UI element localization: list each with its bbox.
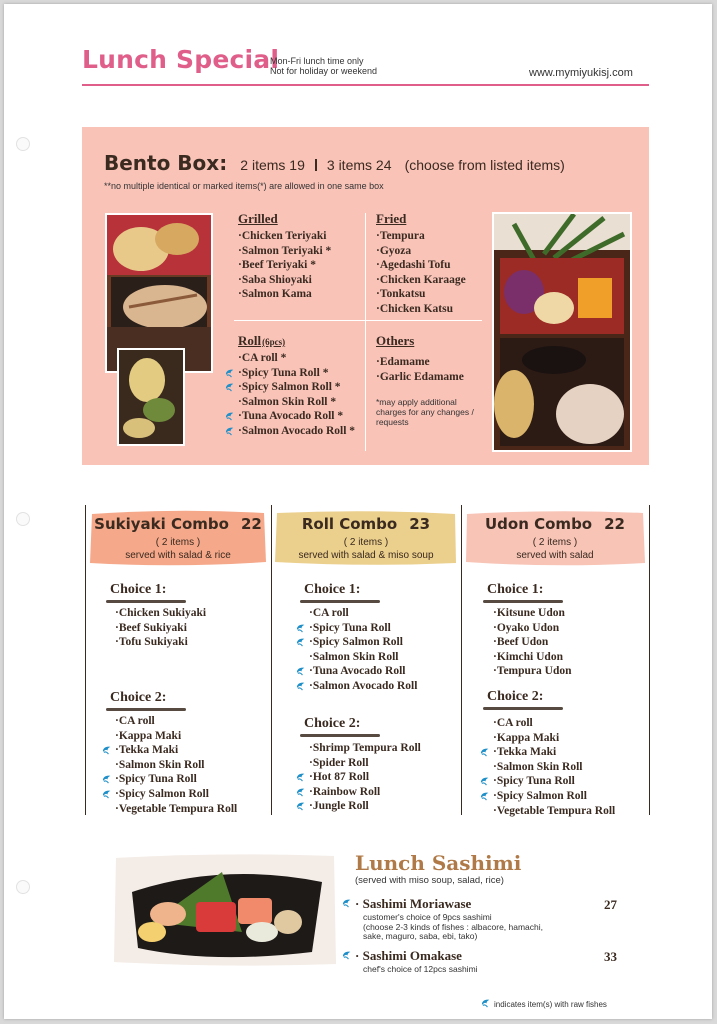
bento-choose-note: (choose from listed items) [404,157,565,173]
list-item: ·Salmon Skin Roll [493,760,583,773]
list-item: ·Tofu Sukiyaki [115,636,188,649]
item-text: Sashimi Moriawase [362,896,472,911]
sukiyaki-choice2-list [115,714,237,816]
list-item: ·Vegetable Tempura Roll [493,804,616,817]
list-item [309,785,421,800]
item-text: ·Spicy Tuna Roll * [238,366,329,379]
combo-price: 23 [409,515,431,533]
sashimi-item-price: 33 [604,949,617,964]
others-label: Others [376,333,415,348]
sashimi-item-desc [363,913,543,942]
combo-served-with: served with salad & miso soup [298,550,434,561]
list-item [115,787,237,802]
bento-header [104,151,565,175]
udon-choice1-list [493,606,572,679]
item-text: ·Jungle Roll [309,800,369,813]
raw-fish-icon [481,998,492,1009]
item-text: ·Tuna Avocado Roll * [238,410,344,423]
item-text: ·Tekka Maki [493,746,557,759]
sashimi-item-price: 27 [604,897,617,912]
list-item: ·CA roll [115,715,155,727]
raw-fish-icon [102,745,113,756]
raw-fish-icon [296,637,307,648]
sukiyaki-combo-banner [88,508,268,568]
sashimi-item-name: · Sashimi Omakase [355,948,462,963]
raw-fish-legend: indicates item(s) with raw fishes [494,1000,607,1009]
list-item: ·Oyako Udon [493,621,560,634]
item-text: ·Spicy Salmon Roll [493,789,587,802]
list-item: ·Kitsune Udon [493,607,565,619]
item-text: ·Spicy Salmon Roll * [238,381,341,394]
grilled-label: Grilled [238,211,278,226]
combo-price: 22 [240,515,262,533]
list-item: ·Chicken Karaage [376,273,466,286]
bento-photo-small [117,348,185,446]
lunch-hours-note [270,56,377,76]
combo-divider [649,505,650,815]
combo-name: Sukiyaki Combo [94,515,229,533]
list-item [115,743,237,758]
bento-title: Bento Box: [104,151,228,175]
subtitle-line1: Mon-Fri lunch time only [270,56,364,66]
list-item: ·Beef Teriyaki * [238,259,316,272]
raw-fish-icon [102,774,113,785]
list-item: ·Tempura [376,230,425,242]
list-item [309,621,417,636]
udon-combo-banner [464,508,646,568]
binder-hole [16,137,30,151]
list-item: ·CA roll * [238,352,287,364]
grilled-list [238,229,331,302]
desc-line: (choose 2-3 kinds of fishes : albacore, hamachi, [363,921,544,932]
raw-fish-icon [225,426,236,437]
list-item: ·Tonkatsu [376,288,426,301]
raw-fish-icon [225,382,236,393]
list-item: ·Chicken Teriyaki [238,230,327,242]
raw-fish-icon [342,898,353,909]
combo-price: 22 [604,515,625,533]
raw-fish-icon [296,772,307,783]
item-text: ·Spicy Salmon Roll [309,636,403,649]
combo-name: Udon Combo [485,515,593,533]
list-item: ·Kappa Maki [493,731,560,744]
raw-fish-icon [296,666,307,677]
list-item: ·Kappa Maki [115,729,182,742]
list-item: ·Salmon Skin Roll [309,650,399,663]
sashimi-title: Lunch Sashimi [355,851,522,875]
list-item [238,380,355,395]
list-item: ·Saba Shioyaki [238,273,312,286]
combo-divider [85,505,86,815]
list-item: ·Salmon Kama [238,288,312,301]
raw-fish-icon [225,411,236,422]
list-item: ·Kimchi Udon [493,650,563,663]
raw-fish-icon [480,776,491,787]
list-item: ·Gyoza [376,244,412,257]
combo-served-with: served with salad & rice [125,550,231,561]
choice-underline [483,600,563,603]
choice-underline [106,708,186,711]
list-item: ·Spider Roll [309,756,369,769]
item-text: ·Spicy Salmon Roll [115,787,209,800]
item-text: ·Tekka Maki [115,744,179,757]
list-item [309,679,417,694]
list-item [309,799,421,814]
udon-choice2-list [493,716,615,818]
choice1-label: Choice 1: [304,582,361,597]
desc-line: customer's choice of 9pcs sashimi [363,912,492,922]
desc-line: sake, maguro, saba, ebi, tako) [363,931,478,941]
bento-price-two: 2 items 19 [240,157,305,173]
binder-hole [16,512,30,526]
combo-served-with: served with salad [516,550,594,561]
item-text: ·Salmon Avocado Roll * [238,424,356,437]
list-item: ·Vegetable Tempura Roll [115,802,238,815]
list-item [493,745,615,760]
list-item [493,789,615,804]
choice2-label: Choice 2: [304,716,361,731]
choice1-label: Choice 1: [110,582,167,597]
bento-grid-hline [234,320,482,321]
website-link[interactable]: www.mymiyukisj.com [529,67,633,79]
others-list [376,355,464,384]
combo-item-count: ( 2 items ) [155,537,201,548]
list-item: ·Beef Sukiyaki [115,621,187,634]
subtitle-line2: Not for holiday or weekend [270,66,378,76]
page-title: Lunch Special [82,45,280,74]
combo-title [274,515,458,533]
combo-item-count: ( 2 items ) [532,537,578,548]
list-item: ·Chicken Sukiyaki [115,607,207,619]
item-text: ·Tuna Avocado Roll [309,665,406,678]
roll-choice2-list [309,741,421,814]
roll-label-text: Roll [238,333,262,348]
sashimi-photo [112,852,338,968]
choice2-label: Choice 2: [487,689,544,704]
combo-divider [461,505,462,815]
item-text: ·Spicy Tuna Roll [309,621,391,634]
raw-fish-icon [296,801,307,812]
list-item: ·Salmon Skin Roll [115,758,205,771]
bento-box-section [82,127,649,465]
combo-title [88,515,268,533]
choice1-label: Choice 1: [487,582,544,597]
roll-combo-banner [274,508,458,568]
list-item: ·Salmon Skin Roll * [238,395,337,408]
bento-grid-vline [365,213,366,451]
list-item: ·CA roll [309,607,349,619]
raw-fish-icon [102,789,113,800]
raw-fish-icon [225,368,236,379]
list-item: ·CA roll [493,717,533,729]
list-item: ·Tempura Udon [493,665,572,678]
list-item [309,770,421,785]
sashimi-subtitle: (served with miso soup, salad, rice) [355,875,504,886]
list-item: ·Shrimp Tempura Roll [309,742,421,754]
item-text: ·Rainbow Roll [309,785,381,798]
item-text: ·Salmon Avocado Roll [309,679,418,692]
price-separator [315,159,317,171]
roll-label [238,333,285,349]
roll-choice1-list [309,606,417,694]
combo-name: Roll Combo [301,515,398,533]
choice-underline [300,734,380,737]
additional-charges-note: *may apply additional charges for any changes / requests [376,397,474,427]
raw-fish-icon [296,623,307,634]
list-item [493,774,615,789]
header-divider [82,84,649,86]
list-item: ·Agedashi Tofu [376,259,451,272]
sukiyaki-choice1-list [115,606,206,650]
raw-fish-icon [296,681,307,692]
list-item: ·Chicken Katsu [376,302,454,315]
list-item [309,664,417,679]
choice-underline [300,600,380,603]
item-text: ·Spicy Tuna Roll [115,773,197,786]
fried-label: Fried [376,211,407,226]
choice2-label: Choice 2: [110,690,167,705]
item-text: ·Spicy Tuna Roll [493,775,575,788]
bento-rule-note: **no multiple identical or marked items(*) are allowed in one same box [104,181,384,191]
list-item [238,424,355,439]
raw-fish-icon [480,747,491,758]
list-item: ·Garlic Edamame [376,370,464,383]
choice-underline [106,600,186,603]
list-item [238,366,355,381]
bento-price-three: 3 items 24 [326,157,392,173]
bento-photo-right [492,212,632,452]
combo-title [464,515,646,533]
list-item [238,409,355,424]
combo-item-count: ( 2 items ) [343,537,389,548]
combo-divider [271,505,272,815]
choice-underline [483,707,563,710]
fried-list [376,229,466,317]
list-item: ·Salmon Teriyaki * [238,244,332,257]
binder-hole [16,880,30,894]
list-item [115,772,237,787]
sashimi-item-name: · Sashimi Moriawase [355,896,472,911]
list-item: ·Edamame [376,356,430,368]
raw-fish-icon [480,791,491,802]
list-item: ·Beef Udon [493,636,549,649]
list-item [309,635,417,650]
item-text: ·Hot 87 Roll [309,771,370,784]
raw-fish-icon [296,787,307,798]
raw-fish-icon [342,950,353,961]
roll-qualifier: (6pcs) [262,337,286,347]
roll-list [238,351,355,439]
sashimi-item-desc: chef's choice of 12pcs sashimi [363,964,478,974]
item-text: Sashimi Omakase [362,948,462,963]
